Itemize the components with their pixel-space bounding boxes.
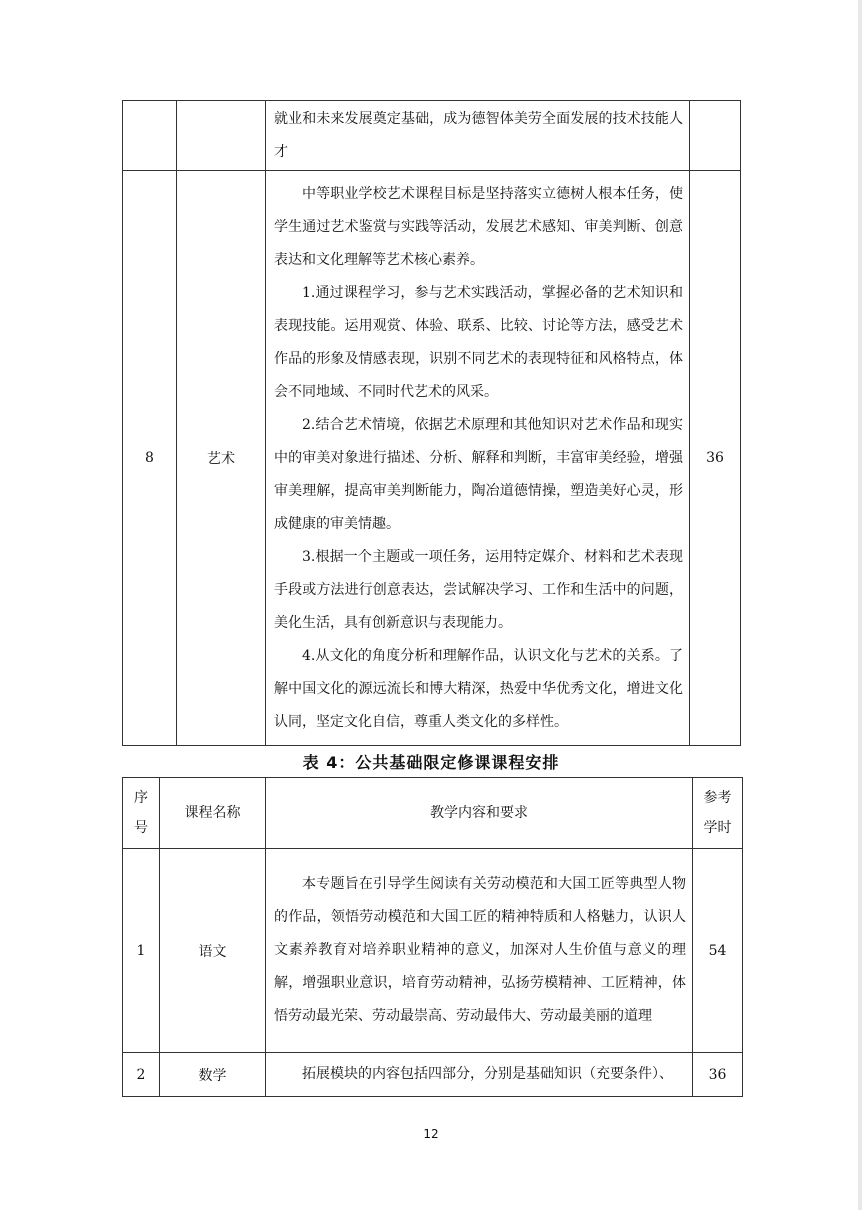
course-content [266,849,693,1053]
cell-hours-empty [690,101,741,171]
page-number: 12 [423,1127,439,1141]
row-number: 1 [123,849,160,1053]
content-paragraph: 拓展模块的内容包括四部分，分别是基础知识（充要条件）、 [302,1066,673,1082]
content-paragraph: 4.从文化的角度分析和理解作品，认识文化与艺术的关系。了解中国文化的源远流长和博大精深，热爱中华优秀文化，增进文化认同，坚定文化自信，尊重人类文化的多样性。 [274,647,683,730]
header-num: 序号 [123,778,160,849]
cell-num-empty [123,101,177,171]
course-name: 语文 [160,849,266,1053]
table-row [123,171,741,746]
row-number: 8 [123,171,177,746]
page-edge [858,0,862,1210]
table-row [123,1053,743,1097]
course-name: 艺术 [177,171,266,746]
course-hours: 36 [690,171,741,746]
content-paragraph: 2.结合艺术情境，依据艺术原理和其他知识对艺术作品和现实中的审美对象进行描述、分析、解释和判断，丰富审美经验，增强审美理解，提高审美判断能力，陶冶道德情操，塑造美好心灵，形成健康的审美情趣。 [274,416,683,532]
course-hours: 54 [693,849,743,1053]
header-course-name: 课程名称 [160,778,266,849]
table-header-row [123,778,743,849]
course-name: 数学 [160,1053,266,1097]
course-hours: 36 [693,1053,743,1097]
course-table-continued [122,100,741,746]
course-content [266,1053,693,1097]
content-paragraph: 3.根据一个主题或一项任务，运用特定媒介、材料和艺术表现手段或方法进行创意表达，尝试解决学习、工作和生活中的问题，美化生活，具有创新意识与表现能力。 [274,548,683,631]
course-table-4 [122,777,743,1097]
header-content: 教学内容和要求 [266,778,693,849]
course-content [266,171,690,746]
cell-content [266,101,690,171]
row-number: 2 [123,1053,160,1097]
table-row [123,101,741,171]
table-caption: 表 4：公共基础限定修课课程安排 [302,753,560,772]
table-row [123,849,743,1053]
continued-text: 就业和未来发展奠定基础，成为德智体美劳全面发展的技术技能人才 [274,110,683,160]
header-hours: 参考学时 [693,778,743,849]
content-paragraph: 本专题旨在引导学生阅读有关劳动模范和大国工匠等典型人物的作品，领悟劳动模范和大国工匠的精神特质和人格魅力，认识人文素养教育对培养职业精神的意义，加深对人生价值与意义的理解，增强职业意识，培育劳动精神，弘扬劳模精神、工匠精神，体悟劳动最光荣、劳动最崇高、劳动最伟大、劳动最美丽的道理 [274,876,686,1024]
content-paragraph: 1.通过课程学习，参与艺术实践活动，掌握必备的艺术知识和表现技能。运用观赏、体验、联系、比较、讨论等方法，感受艺术作品的形象及情感表现，识别不同艺术的表现特征和风格特点，体会不同地域、不同时代艺术的风采。 [274,284,683,400]
cell-name-empty [177,101,266,171]
content-paragraph: 中等职业学校艺术课程目标是坚持落实立德树人根本任务，使学生通过艺术鉴赏与实践等活动，发展艺术感知、审美判断、创意表达和文化理解等艺术核心素养。 [274,185,683,268]
